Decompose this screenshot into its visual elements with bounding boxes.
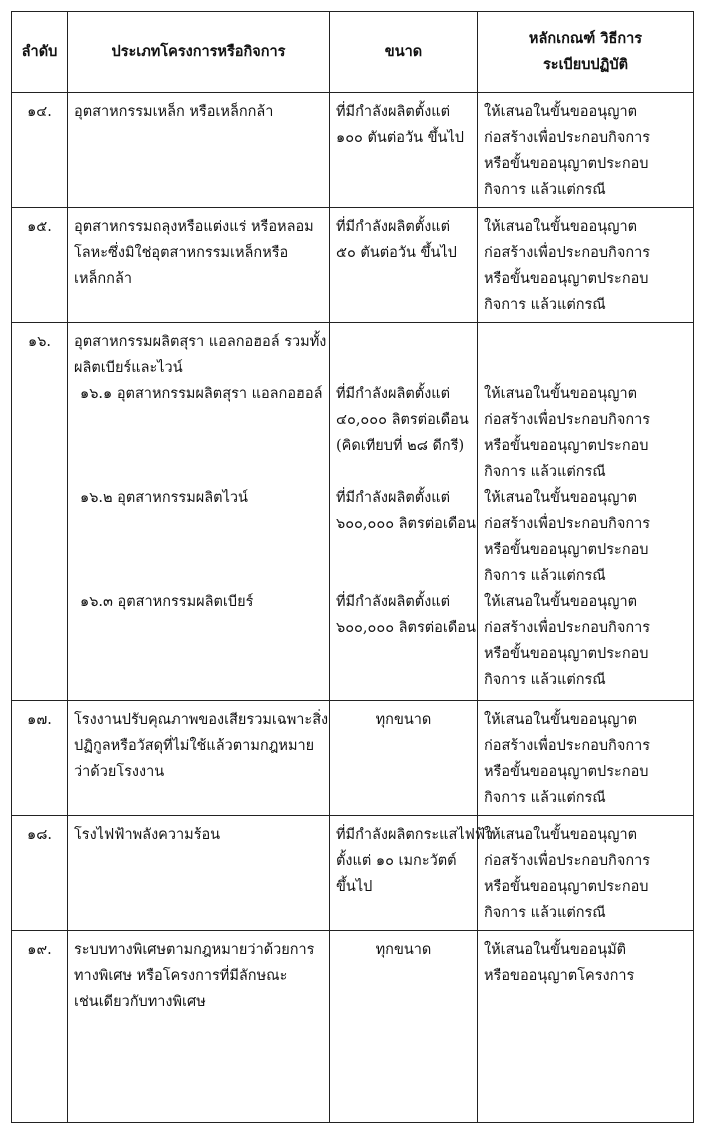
type-line: อุตสาหกรรมถลุงหรือแต่งแร่ หรือหลอม [74, 219, 314, 235]
criteria [478, 816, 694, 931]
criteria-line: กิจการ แล้วแต่กรณี [484, 790, 606, 806]
project-type [68, 208, 330, 323]
header-type: ประเภทโครงการหรือกิจการ [68, 12, 330, 93]
criteria-line: ให้เสนอในขั้นขออนุญาต [484, 594, 638, 610]
row-number: ๑๘. [12, 816, 68, 931]
type-line: โลหะซึ่งมิใช่อุตสาหกรรมเหล็กหรือ [74, 245, 289, 261]
criteria-line: ก่อสร้างเพื่อประกอบกิจการ [484, 738, 651, 754]
criteria-line: ให้เสนอในขั้นขออนุญาต [484, 104, 638, 120]
criteria-line: กิจการ แล้วแต่กรณี [484, 297, 606, 313]
criteria-line: หรือขั้นขออนุญาตประกอบ [484, 438, 649, 454]
criteria-line: กิจการ แล้วแต่กรณี [484, 905, 606, 921]
criteria-line: หรือขั้นขออนุญาตประกอบ [484, 156, 649, 172]
row-number: ๑๗. [12, 701, 68, 816]
size-line: ขึ้นไป [336, 879, 373, 895]
type-line: โรงงานปรับคุณภาพของเสียรวมเฉพาะสิ่ง [74, 712, 329, 728]
project-type [68, 323, 330, 701]
criteria [478, 931, 694, 1123]
type-line: ทางพิเศษ หรือโครงการที่มีลักษณะ [74, 968, 288, 984]
criteria [478, 701, 694, 816]
criteria-line: หรือขออนุญาตโครงการ [484, 968, 635, 984]
criteria-line: หรือขั้นขออนุญาตประกอบ [484, 879, 649, 895]
header-size: ขนาด [330, 12, 478, 93]
project-size [330, 931, 478, 1123]
type-line: อุตสาหกรรมผลิตสุรา แอลกอฮอล์ รวมทั้ง [74, 334, 327, 350]
criteria-line: ก่อสร้างเพื่อประกอบกิจการ [484, 130, 651, 146]
project-size [330, 93, 478, 208]
size-line: ที่มีกำลังผลิตกระแสไฟฟ้า [336, 827, 494, 843]
type-line: ปฏิกูลหรือวัสดุที่ไม่ใช้แล้วตามกฎหมาย [74, 738, 315, 754]
row-number: ๑๖. [12, 323, 68, 701]
criteria-line: ให้เสนอในขั้นขออนุญาต [484, 219, 638, 235]
project-type [68, 931, 330, 1123]
table-row [12, 323, 694, 701]
criteria-line: ให้เสนอในขั้นขออนุมัติ [484, 942, 627, 958]
type-line: ว่าด้วยโรงงาน [74, 764, 165, 780]
header-no: ลำดับ [12, 12, 68, 93]
type-line: เหล็กกล้า [74, 271, 132, 287]
criteria-line: ให้เสนอในขั้นขออนุญาต [484, 827, 638, 843]
size-line: ๑๐๐ ตันต่อวัน ขึ้นไป [336, 130, 464, 146]
subtype-label: ๑๖.๑ อุตสาหกรรมผลิตสุรา แอลกอฮอล์ [80, 386, 323, 402]
criteria-line: ก่อสร้างเพื่อประกอบกิจการ [484, 620, 651, 636]
size-line: ที่มีกำลังผลิตตั้งแต่ [336, 386, 451, 402]
criteria-line: กิจการ แล้วแต่กรณี [484, 568, 606, 584]
subtype-label: ๑๖.๒ อุตสาหกรรมผลิตไวน์ [80, 490, 248, 506]
type-line: โรงไฟฟ้าพลังความร้อน [74, 827, 221, 843]
size-line: ที่มีกำลังผลิตตั้งแต่ [336, 490, 451, 506]
size-line: ที่มีกำลังผลิตตั้งแต่ [336, 104, 451, 120]
criteria-line: ให้เสนอในขั้นขออนุญาต [484, 490, 638, 506]
size-line: ทุกขนาด [375, 712, 432, 728]
table-header [12, 12, 694, 93]
criteria-line: ก่อสร้างเพื่อประกอบกิจการ [484, 245, 651, 261]
project-type [68, 701, 330, 816]
project-size [330, 816, 494, 931]
size-line: (คิดเทียบที่ ๒๘ ดีกรี) [336, 438, 465, 454]
criteria [478, 93, 694, 208]
header-criteria-line: ระเบียบปฏิบัติ [543, 56, 628, 73]
size-line: ๔๐,๐๐๐ ลิตรต่อเดือน [336, 412, 469, 428]
criteria-line: ให้เสนอในขั้นขออนุญาต [484, 386, 638, 402]
size-line: ตั้งแต่ ๑๐ เมกะวัตต์ [336, 853, 457, 869]
type-line: ผลิตเบียร์และไวน์ [74, 360, 183, 376]
table-row [12, 93, 694, 208]
criteria-line: กิจการ แล้วแต่กรณี [484, 464, 606, 480]
project-size [330, 323, 478, 701]
criteria-line: หรือขั้นขออนุญาตประกอบ [484, 542, 649, 558]
criteria [478, 208, 694, 323]
project-size [330, 208, 478, 323]
header-criteria [478, 12, 694, 93]
row-number: ๑๙. [12, 931, 68, 1123]
criteria-line: หรือขั้นขออนุญาตประกอบ [484, 646, 649, 662]
criteria-line: ก่อสร้างเพื่อประกอบกิจการ [484, 516, 651, 532]
criteria-line: กิจการ แล้วแต่กรณี [484, 182, 606, 198]
size-line: ๖๐๐,๐๐๐ ลิตรต่อเดือน [336, 620, 476, 636]
type-line: อุตสาหกรรมเหล็ก หรือเหล็กกล้า [74, 104, 274, 120]
type-line: ระบบทางพิเศษตามกฎหมายว่าด้วยการ [74, 942, 315, 958]
table-row [12, 701, 694, 816]
criteria-line: กิจการ แล้วแต่กรณี [484, 672, 606, 688]
criteria [478, 323, 694, 701]
table-row [12, 816, 694, 931]
type-line: เช่นเดียวกับทางพิเศษ [74, 994, 206, 1010]
project-type [68, 93, 330, 208]
criteria-line: ก่อสร้างเพื่อประกอบกิจการ [484, 412, 651, 428]
criteria-line: ก่อสร้างเพื่อประกอบกิจการ [484, 853, 651, 869]
subtype-label: ๑๖.๓ อุตสาหกรรมผลิตเบียร์ [80, 594, 254, 610]
size-line: ๕๐ ตันต่อวัน ขึ้นไป [336, 245, 457, 261]
size-line: ทุกขนาด [375, 942, 432, 958]
size-line: ที่มีกำลังผลิตตั้งแต่ [336, 219, 451, 235]
row-number: ๑๔. [12, 93, 68, 208]
criteria-line: หรือขั้นขออนุญาตประกอบ [484, 764, 649, 780]
regulation-table [11, 11, 694, 1123]
row-number: ๑๕. [12, 208, 68, 323]
project-size [330, 701, 478, 816]
size-line: ๖๐๐,๐๐๐ ลิตรต่อเดือน [336, 516, 476, 532]
project-type [68, 816, 330, 931]
header-criteria-line: หลักเกณฑ์ วิธีการ [528, 30, 643, 47]
size-line: ที่มีกำลังผลิตตั้งแต่ [336, 594, 451, 610]
table-row [12, 931, 694, 1123]
table-row [12, 208, 694, 323]
criteria-line: หรือขั้นขออนุญาตประกอบ [484, 271, 649, 287]
criteria-line: ให้เสนอในขั้นขออนุญาต [484, 712, 638, 728]
